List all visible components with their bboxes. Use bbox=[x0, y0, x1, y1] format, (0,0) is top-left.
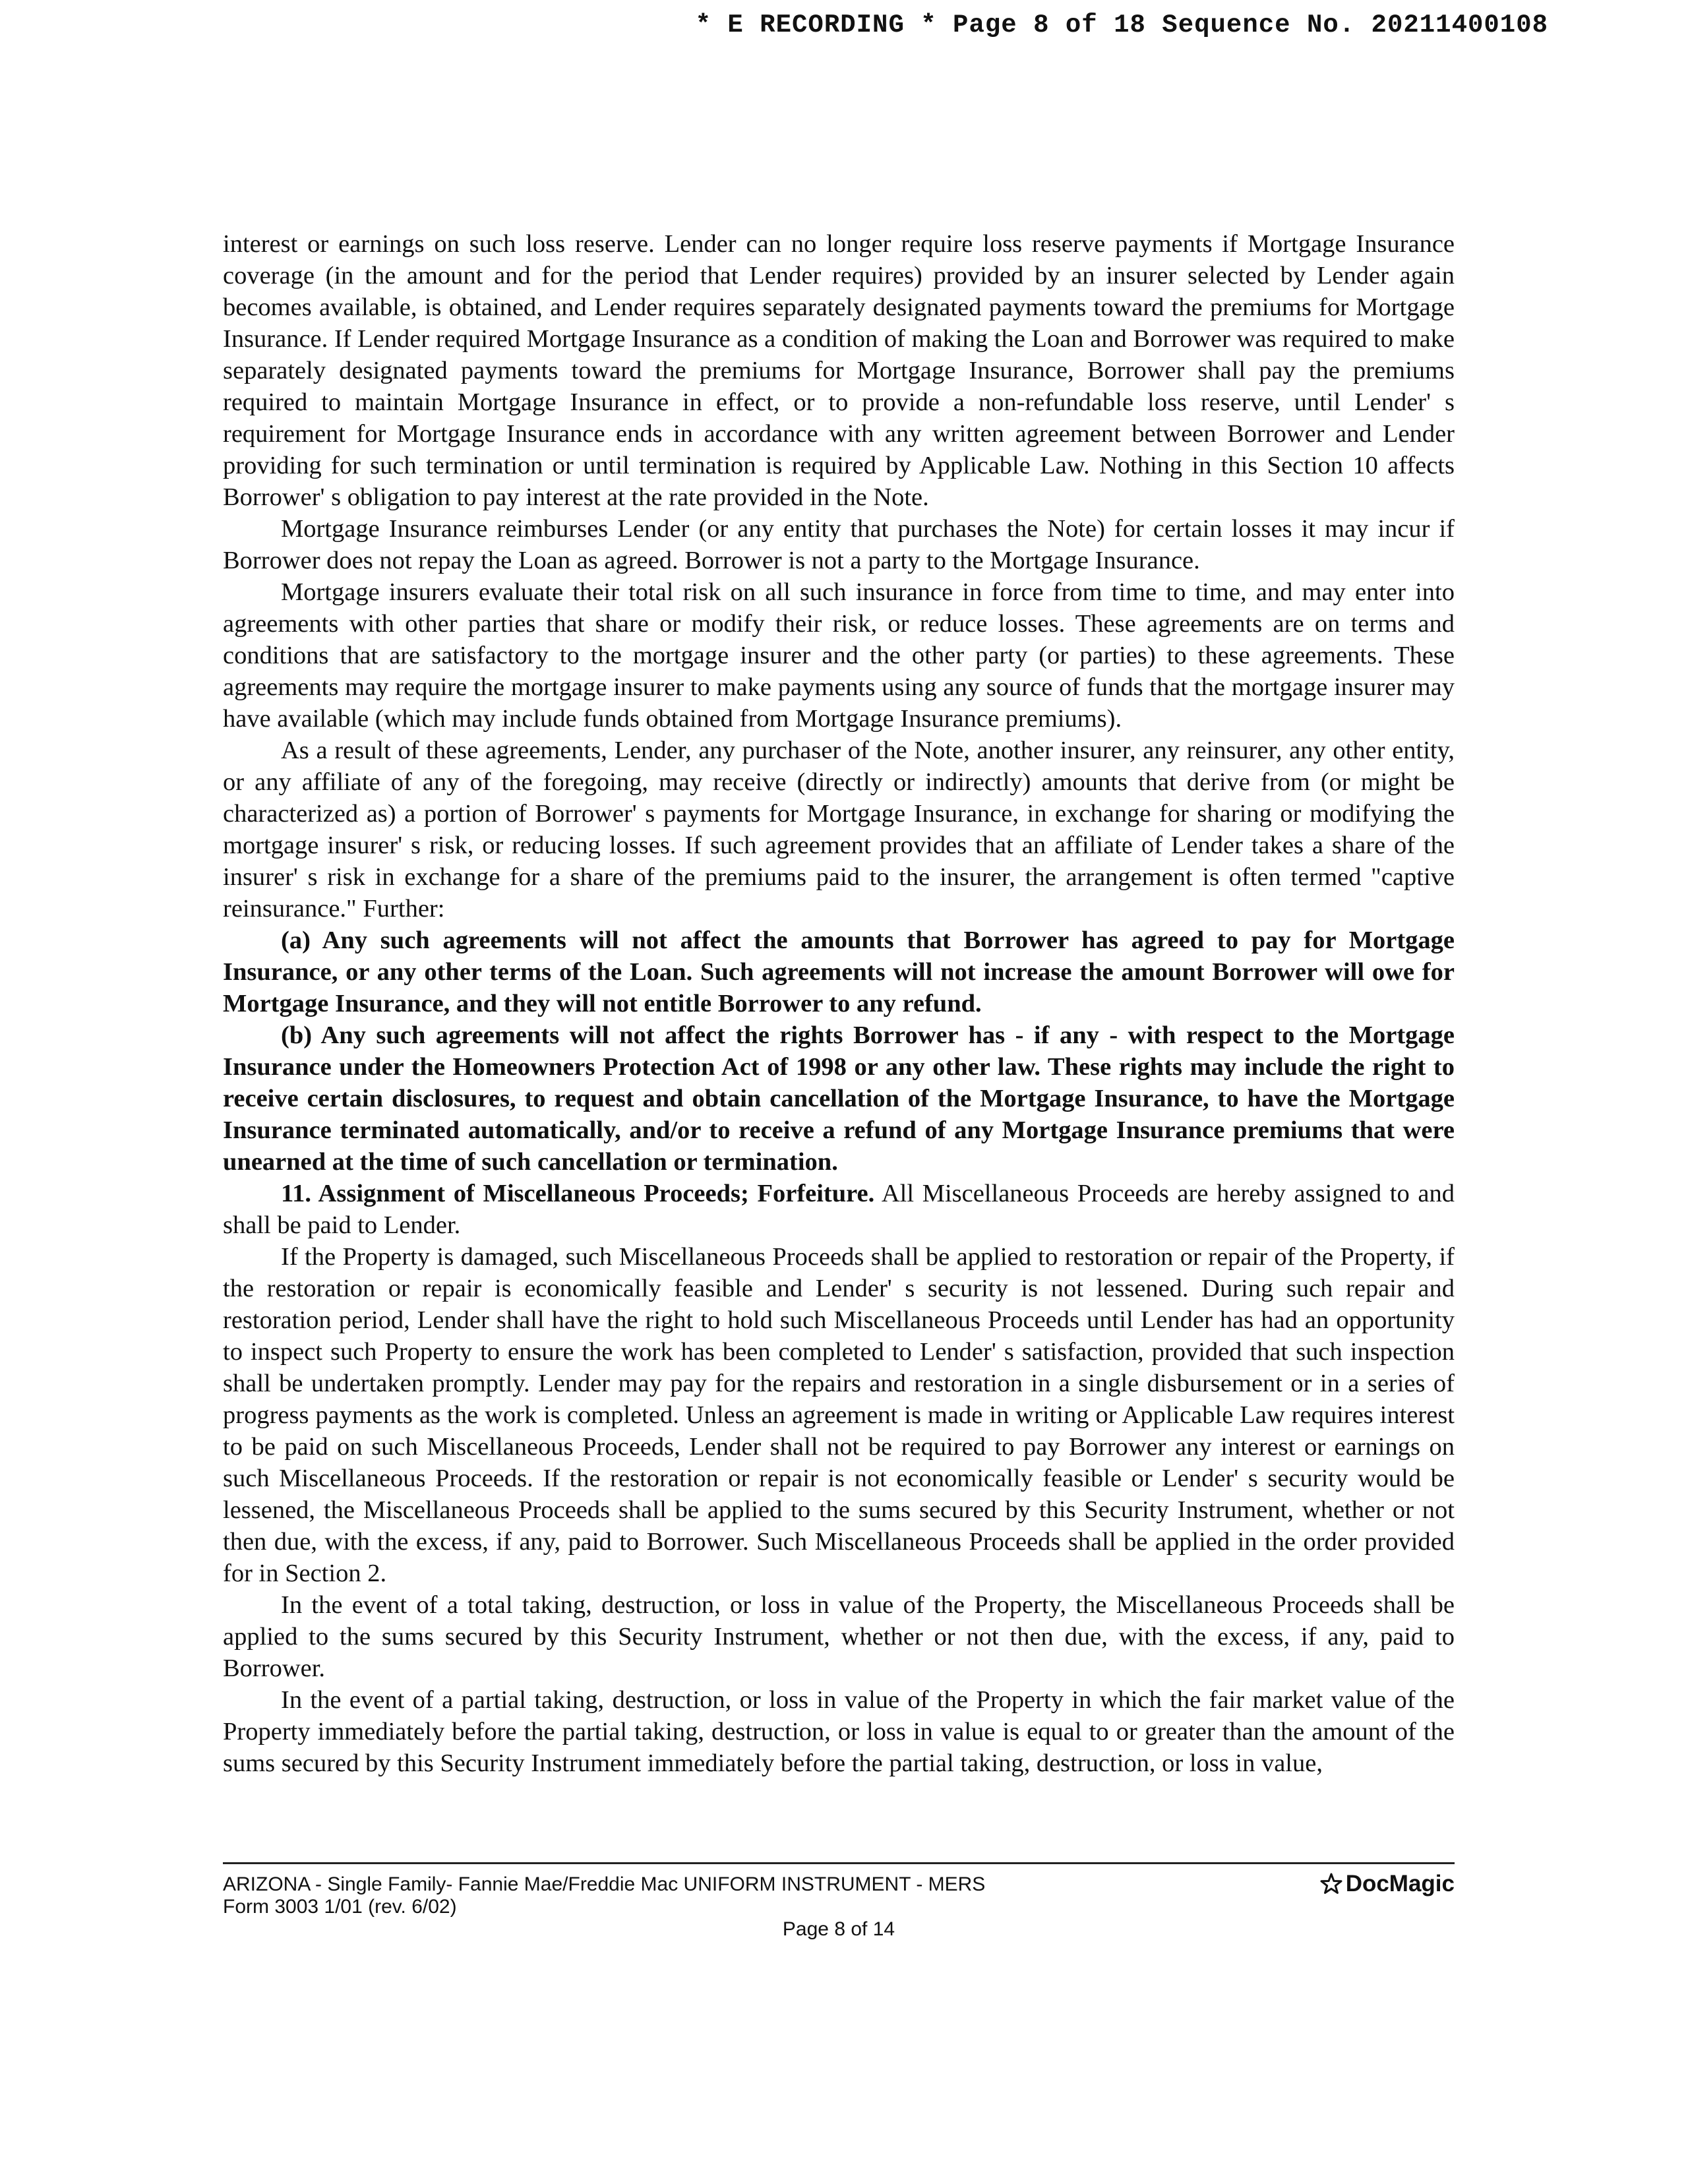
recording-header: * E RECORDING * Page 8 of 18 Sequence No. 20211400108 bbox=[695, 11, 1548, 40]
paragraph-5b: (b) Any such agreements will not affect the rights Borrower has - if any - with respect to the Mortgage Insurance under the Homeowners Protection Act of 1998 or any other law. These rights may include the right to receive certain disclosures, to request and obtain cancellation of the Mortgage Insurance, to have the Mortgage Insurance terminated automatically, and/or to receive a refund of any Mortgage Insurance premiums that were unearned at the time of such cancellation or termination. bbox=[223, 1021, 1455, 1176]
paragraph-9: In the event of a partial taking, destruction, or loss in value of the Property in which the fair market value of the Property immediately before the partial taking, destruction, or loss in value is equal to or greater than the amount of the sums secured by this Security Instrument immediately before the partial taking, destruction, or loss in value, bbox=[223, 1686, 1455, 1777]
paragraph-5a: (a) Any such agreements will not affect the amounts that Borrower has agreed to pay for Mortgage Insurance, or any other terms of the Loan. Such agreements will not increase the amount Borrower will owe for Mortgage Insurance, and they will not entitle Borrower to any refund. bbox=[223, 926, 1455, 1017]
footer-form-title: ARIZONA - Single Family- Fannie Mae/Freddie Mac UNIFORM INSTRUMENT - MERS bbox=[223, 1873, 986, 1895]
paragraph-2: Mortgage Insurance reimburses Lender (or any entity that purchases the Note) for certain losses it may incur if Borrower does not repay the Loan as agreed. Borrower is not a party to the Mortgage Insurance. bbox=[223, 515, 1455, 574]
document-body bbox=[223, 228, 1455, 1779]
docmagic-logo bbox=[1319, 1872, 1455, 1896]
paragraph-8: In the event of a total taking, destruction, or loss in value of the Property, the Miscellaneous Proceeds shall be applied to the sums secured by this Security Instrument, whether or not then due, with the excess, if any, paid to Borrower. bbox=[223, 1591, 1455, 1682]
brand-name: DocMagic bbox=[1345, 1871, 1455, 1896]
footer-form-info bbox=[223, 1873, 985, 1918]
section-11-paragraph bbox=[223, 1178, 1455, 1241]
section-11-heading: 11. Assignment of Miscellaneous Proceeds; Forfeiture. bbox=[281, 1180, 875, 1207]
paragraph-1: interest or earnings on such loss reserve. Lender can no longer require loss reserve payments if Mortgage Insurance coverage (in the amount and for the period that Lender requires) provided by an insurer selected by Lender again becomes available, is obtained, and Lender requires separately designated payments toward the premiums for Mortgage Insurance. If Lender required Mortgage Insurance as a condition of making the Loan and Borrower was required to make separately designated payments toward the premiums for Mortgage Insurance, Borrower shall pay the premiums required to maintain Mortgage Insurance in effect, or to provide a non-refundable loss reserve, until Lender' s requirement for Mortgage Insurance ends in accordance with any written agreement between Borrower and Lender providing for such termination or until termination is required by Applicable Law. Nothing in this Section 10 affects Borrower' s obligation to pay interest at the rate provided in the Note. bbox=[223, 230, 1455, 511]
star-icon bbox=[1319, 1872, 1343, 1896]
paragraph-4: As a result of these agreements, Lender, any purchaser of the Note, another insurer, any reinsurer, any other entity, or any affiliate of any of the foregoing, may receive (directly or indirectly) amounts that derive from (or might be characterized as) a portion of Borrower' s payments for Mortgage Insurance, in exchange for sharing or modifying the mortgage insurer' s risk, or reducing losses. If such agreement provides that an affiliate of Lender takes a share of the insurer' s risk in exchange for a share of the premiums paid to the insurer, the arrangement is often termed "captive reinsurance." Further: bbox=[223, 737, 1455, 923]
footer-page-number: Page 8 of 14 bbox=[782, 1918, 895, 1940]
section-11-text: All Miscellaneous Proceeds are hereby assigned to and shall be paid to Lender. bbox=[223, 1180, 1455, 1239]
footer-form-number: Form 3003 1/01 (rev. 6/02) bbox=[223, 1896, 457, 1918]
paragraph-3: Mortgage insurers evaluate their total risk on all such insurance in force from time to time, and may enter into agreements with other parties that share or modify their risk, or reduce losses. These agreements are on terms and conditions that are satisfactory to the mortgage insurer and the other party (or parties) to these agreements. These agreements may require the mortgage insurer to make payments using any source of funds that the mortgage insurer may have available (which may include funds obtained from Mortgage Insurance premiums). bbox=[223, 578, 1455, 733]
paragraph-7: If the Property is damaged, such Miscellaneous Proceeds shall be applied to restoration or repair of the Property, if the restoration or repair is economically feasible and Lender' s security is not lessened. During such repair and restoration period, Lender shall have the right to hold such Miscellaneous Proceeds until Lender has had an opportunity to inspect such Property to ensure the work has been completed to Lender' s satisfaction, provided that such inspection shall be undertaken promptly. Lender may pay for the repairs and restoration in a single disbursement or in a series of progress payments as the work is completed. Unless an agreement is made in writing or Applicable Law requires interest to be paid on such Miscellaneous Proceeds, Lender shall not be required to pay Borrower any interest or earnings on such Miscellaneous Proceeds. If the restoration or repair is not economically feasible or Lender' s security would be lessened, the Miscellaneous Proceeds shall be applied to the sums secured by this Security Instrument, whether or not then due, with the excess, if any, paid to Borrower. Such Miscellaneous Proceeds shall be applied in the order provided for in Section 2. bbox=[223, 1243, 1455, 1587]
page-footer bbox=[223, 1862, 1455, 1940]
